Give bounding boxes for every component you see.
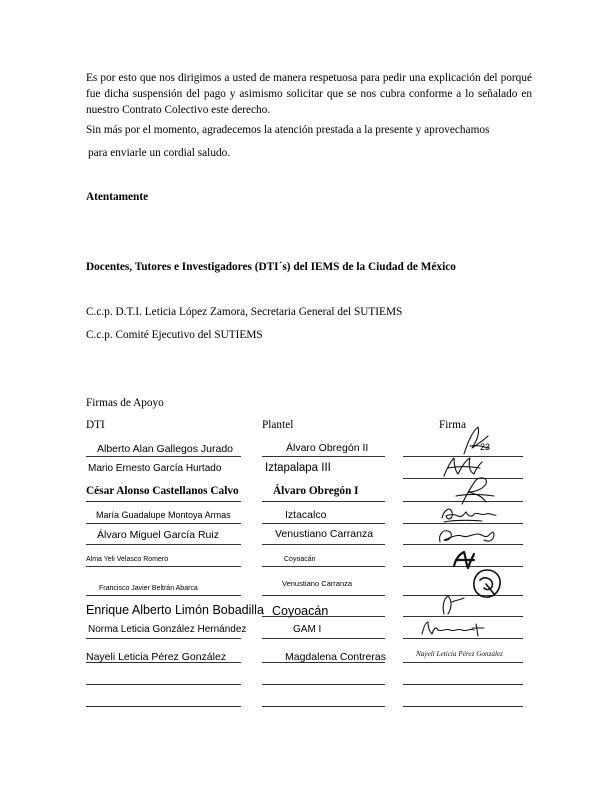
row-10-name-line bbox=[86, 662, 241, 663]
signature-row-10 bbox=[416, 644, 524, 662]
row-9-plantel: GAM I bbox=[293, 624, 322, 635]
header-plantel: Plantel bbox=[262, 419, 294, 431]
row-9-name: Norma Leticia González Hernández bbox=[88, 624, 247, 635]
row-10-plantel: Magdalena Contreras bbox=[285, 651, 386, 663]
signature-row-9 bbox=[418, 618, 488, 640]
signature-row-4 bbox=[438, 502, 500, 526]
signature-row-5 bbox=[434, 524, 500, 548]
empty-row-2-name-line bbox=[86, 706, 241, 707]
row-8-plantel-line bbox=[262, 616, 385, 617]
letter-paragraph-2-line-1: Sin más por el momento, agradecemos la atención prestada a la presente y aprovechamos bbox=[86, 124, 490, 136]
row-3-plantel-line bbox=[262, 501, 385, 502]
row-3-name: César Alonso Castellanos Calvo bbox=[86, 485, 239, 497]
row-3-plantel: Álvaro Obregón I bbox=[273, 485, 359, 497]
row-6-plantel-line bbox=[262, 566, 385, 567]
row-2-name: Mario Ernesto García Hurtado bbox=[88, 463, 222, 474]
row-6-plantel: Coyoacán bbox=[284, 556, 316, 563]
row-6-name: Alma Yeli Velasco Romero bbox=[86, 556, 169, 563]
row-6-name-line bbox=[86, 566, 241, 567]
signature-row-1 bbox=[458, 424, 498, 458]
row-10-plantel-line bbox=[262, 662, 385, 663]
empty-row-2-signature-line bbox=[403, 706, 523, 707]
row-1-plantel-line bbox=[262, 456, 385, 457]
row-7-name-line bbox=[86, 595, 241, 596]
row-4-plantel: Iztacalco bbox=[285, 509, 327, 521]
signature-row-7 bbox=[470, 566, 504, 602]
header-firma: Firma bbox=[439, 419, 466, 431]
signature-row-10-text: Nayeli Leticia Pérez González bbox=[416, 650, 503, 658]
row-5-plantel: Venustiano Carranza bbox=[275, 528, 374, 540]
row-7-plantel: Venustiano Carranza bbox=[282, 579, 353, 588]
row-3-name-line bbox=[86, 501, 241, 502]
row-5-name: Álvaro Miguel García Ruiz bbox=[97, 529, 219, 541]
row-1-name: Alberto Alan Gallegos Jurado bbox=[97, 443, 234, 455]
row-4-name-line bbox=[86, 523, 241, 524]
support-title: Firmas de Apoyo bbox=[86, 397, 164, 409]
signature-row-1-text: 23 bbox=[480, 442, 491, 452]
signature-row-8 bbox=[438, 592, 468, 618]
row-8-name: Enrique Alberto Limón Bobadilla bbox=[86, 603, 264, 617]
row-8-plantel: Coyoacán bbox=[272, 604, 329, 618]
cc-line-2: C.c.p. Comité Ejecutivo del SUTIEMS bbox=[86, 329, 263, 341]
row-7-name: Francisco Javier Beltrán Abarca bbox=[99, 585, 198, 592]
row-7-plantel-line bbox=[262, 595, 385, 596]
letter-paragraph-2-line-2: para enviarle un cordial saludo. bbox=[88, 147, 231, 159]
header-dti: DTI bbox=[86, 419, 105, 431]
row-9-plantel-line bbox=[262, 638, 385, 639]
row-1-name-line bbox=[86, 456, 241, 457]
row-1-plantel: Álvaro Obregón II bbox=[286, 442, 369, 454]
row-4-plantel-line bbox=[262, 523, 385, 524]
row-2-plantel: Iztapalapa III bbox=[265, 462, 331, 474]
empty-row-1-name-line bbox=[86, 684, 241, 685]
row-10-name: Nayeli Leticia Pérez González bbox=[86, 651, 227, 663]
closing-atentamente: Atentamente bbox=[86, 191, 149, 203]
empty-row-1-plantel-line bbox=[262, 684, 385, 685]
row-4-name: María Guadalupe Montoya Armas bbox=[96, 510, 231, 520]
row-5-name-line bbox=[86, 544, 241, 545]
row-9-name-line bbox=[86, 638, 241, 639]
signatory-line: Docentes, Tutores e Investigadores (DTI´s) del IEMS de la Ciudad de México bbox=[86, 261, 456, 273]
empty-row-1-signature-line bbox=[403, 684, 523, 685]
empty-row-2-plantel-line bbox=[262, 706, 385, 707]
letter-paragraph-1: Es por esto que nos dirigimos a usted de manera respetuosa para pedir una explicación del porqué fue dicha suspensión del pago y asimismo solicitar que se nos cubra conforme a lo señalado en nuestro Contrato Colectivo este derecho. bbox=[86, 72, 532, 116]
row-10-signature-line bbox=[403, 662, 523, 663]
cc-line-1: C.c.p. D.T.I. Leticia López Zamora, Secretaria General del SUTIEMS bbox=[86, 306, 403, 318]
row-5-plantel-line bbox=[262, 544, 385, 545]
